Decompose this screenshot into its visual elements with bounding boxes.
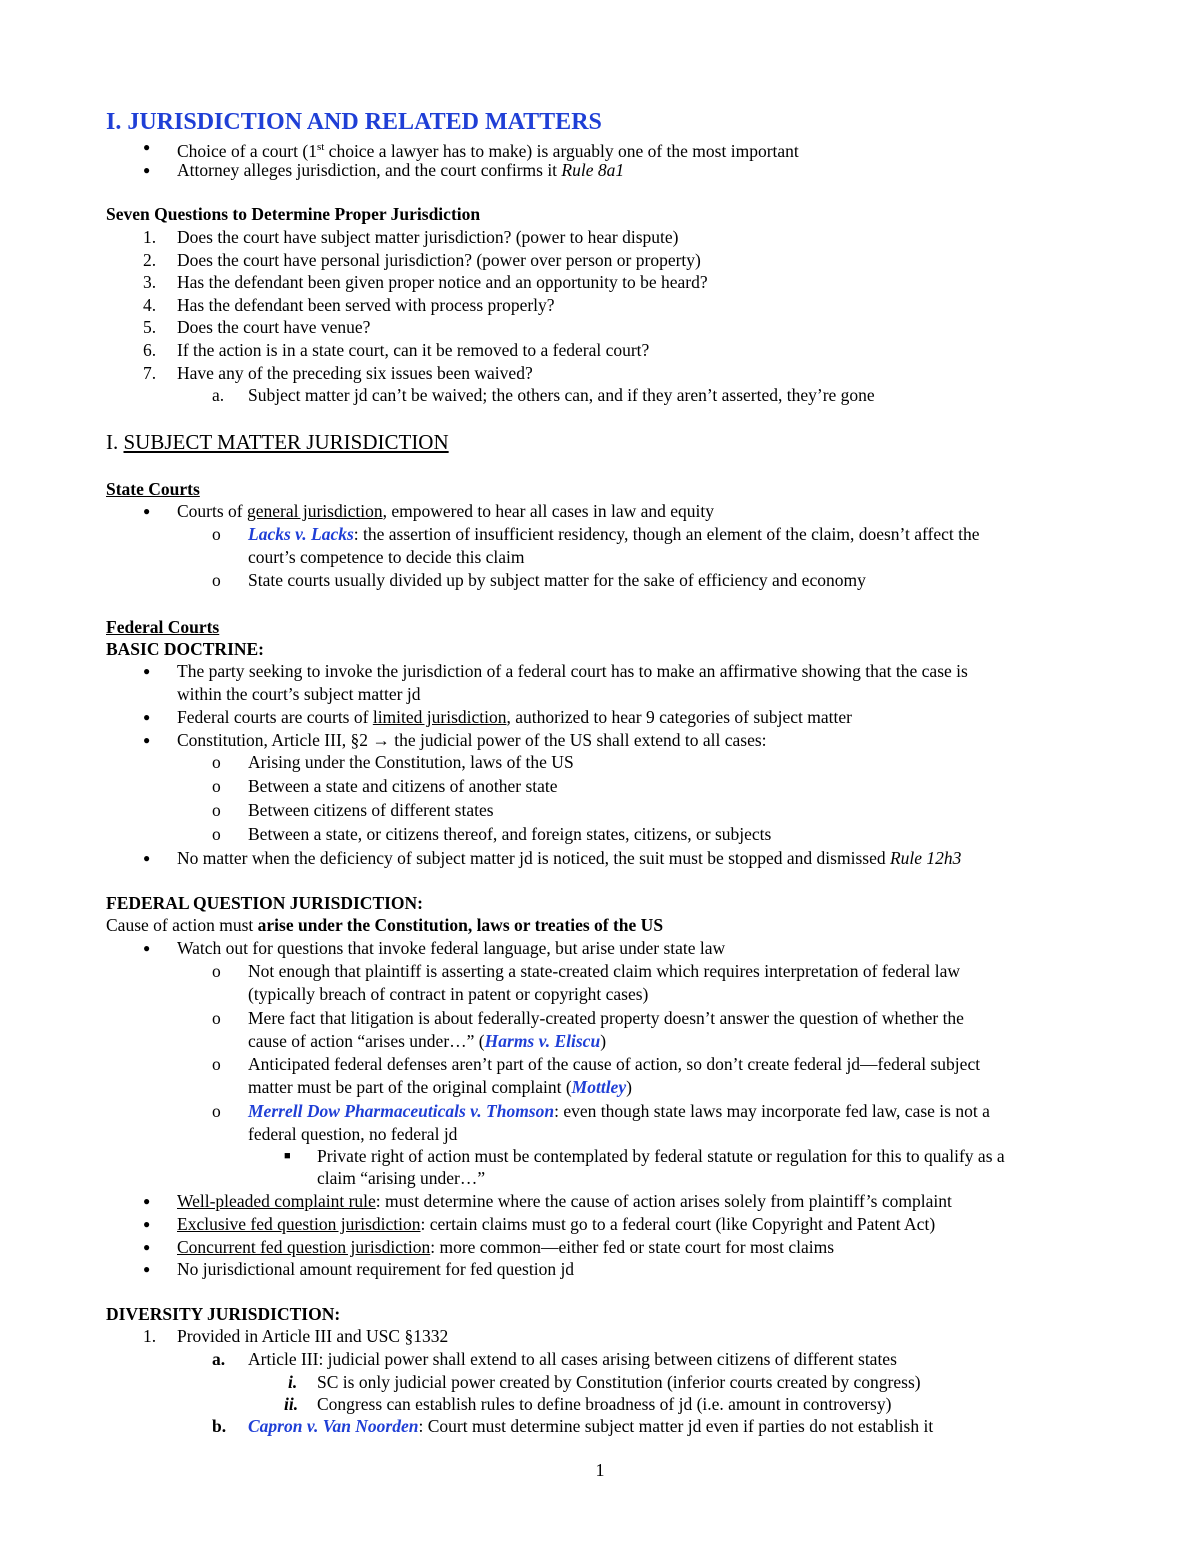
sub-bullet-foreign-states: Between a state, or citizens thereof, and foreign states, citizens, or subjects bbox=[248, 824, 772, 844]
section-title-jurisdiction: I. JURISDICTION AND RELATED MATTERS bbox=[106, 109, 602, 135]
bullet-affirmative-showing-cont: within the court’s subject matter jd bbox=[177, 684, 421, 704]
circle-bullet-icon: o bbox=[212, 776, 221, 796]
bullet-affirmative-showing: The party seeking to invoke the jurisdiction of a federal court has to make an affirmative showing that the case is bbox=[177, 661, 968, 681]
circle-bullet-icon: o bbox=[212, 570, 221, 590]
bullet-icon: ● bbox=[143, 1262, 151, 1276]
diversity-item-a: Article III: judicial power shall extend to all cases arising between citizens of different states bbox=[248, 1349, 897, 1369]
sub-bullet-merrell-dow: Merrell Dow Pharmaceuticals v. Thomson: even though state laws may incorporate fed law, case is not a bbox=[248, 1101, 990, 1121]
bullet-concurrent: Concurrent fed question jurisdiction: more common—either fed or state court for most claims bbox=[177, 1237, 835, 1257]
list-number: 3. bbox=[143, 272, 157, 292]
sub-bullet-anticipated-cont: matter must be part of the original complaint (Mottley) bbox=[248, 1077, 632, 1097]
list-number: 1. bbox=[143, 227, 157, 247]
bullet-icon: ● bbox=[143, 504, 151, 518]
bullet-icon: ● bbox=[143, 1240, 151, 1254]
bullet-watch-out: Watch out for questions that invoke federal language, but arise under state law bbox=[177, 938, 726, 958]
list-roman: ii. bbox=[284, 1394, 299, 1414]
square-bullet-icon: ■ bbox=[284, 1150, 291, 1162]
sub-bullet-mere-fact: Mere fact that litigation is about federally-created property doesn’t answer the question of whether the bbox=[248, 1008, 964, 1028]
sub-bullet-arising-under: Arising under the Constitution, laws of the US bbox=[248, 752, 574, 772]
bullet-exclusive: Exclusive fed question jurisdiction: certain claims must go to a federal court (like Copyright and Patent Act) bbox=[177, 1214, 936, 1234]
sub-bullet-merrell-dow-cont: federal question, no federal jd bbox=[248, 1124, 458, 1144]
bullet-attorney-alleges: Attorney alleges jurisdiction, and the court confirms it Rule 8a1 bbox=[177, 160, 625, 180]
question-item: Has the defendant been given proper notice and an opportunity to be heard? bbox=[177, 272, 708, 292]
question-item: Does the court have subject matter jurisdiction? (power to hear dispute) bbox=[177, 227, 679, 247]
sub-bullet-state-divided: State courts usually divided up by subject matter for the sake of efficiency and economy bbox=[248, 570, 866, 590]
bullet-limited-jurisdiction: Federal courts are courts of limited jurisdiction, authorized to hear 9 categories of subject matter bbox=[177, 707, 852, 727]
sub-bullet-mere-fact-cont: cause of action “arises under…” (Harms v. Eliscu) bbox=[248, 1031, 607, 1051]
section-title-smj: I. SUBJECT MATTER JURISDICTION bbox=[106, 430, 449, 454]
question-item: Has the defendant been served with process properly? bbox=[177, 295, 555, 315]
sub-bullet-not-enough-cont: (typically breach of contract in patent or copyright cases) bbox=[248, 984, 649, 1004]
question-item: Have any of the preceding six issues been waived? bbox=[177, 363, 533, 383]
question-item: Does the court have personal jurisdiction? (power over person or property) bbox=[177, 250, 701, 270]
list-letter: b. bbox=[212, 1416, 227, 1436]
seven-questions-heading: Seven Questions to Determine Proper Jurisdiction bbox=[106, 204, 481, 224]
sub-sub-bullet-private-right: Private right of action must be contemplated by federal statute or regulation for this to qualify as a bbox=[317, 1146, 1005, 1166]
list-letter: a. bbox=[212, 1349, 226, 1369]
bullet-no-amount: No jurisdictional amount requirement for fed question jd bbox=[177, 1259, 575, 1279]
diversity-heading: DIVERSITY JURISDICTION: bbox=[106, 1304, 341, 1324]
list-number: 7. bbox=[143, 363, 157, 383]
question-item: If the action is in a state court, can it be removed to a federal court? bbox=[177, 340, 650, 360]
bullet-article-iii: Constitution, Article III, §2 → the judicial power of the US shall extend to all cases: bbox=[177, 730, 767, 750]
circle-bullet-icon: o bbox=[212, 1054, 221, 1074]
bullet-icon: ● bbox=[143, 664, 151, 678]
sub-item-number: a. bbox=[212, 385, 225, 405]
circle-bullet-icon: o bbox=[212, 800, 221, 820]
bullet-icon: ● bbox=[143, 1217, 151, 1231]
diversity-item-b: Capron v. Van Noorden: Court must determine subject matter jd even if parties do not establish it bbox=[248, 1416, 934, 1436]
circle-bullet-icon: o bbox=[212, 524, 221, 544]
circle-bullet-icon: o bbox=[212, 824, 221, 844]
arrow-right-icon: → bbox=[372, 730, 390, 750]
list-number: 2. bbox=[143, 250, 157, 270]
circle-bullet-icon: o bbox=[212, 752, 221, 772]
bullet-icon: ● bbox=[143, 733, 151, 747]
list-number: 5. bbox=[143, 317, 157, 337]
list-number: 4. bbox=[143, 295, 157, 315]
sub-bullet-not-enough: Not enough that plaintiff is asserting a state-created claim which requires interpretation of federal law bbox=[248, 961, 961, 981]
bullet-icon: ● bbox=[143, 1194, 151, 1208]
federal-courts-heading: Federal Courts bbox=[106, 617, 220, 637]
sub-bullet-lacks: Lacks v. Lacks: the assertion of insufficient residency, though an element of the claim, doesn’t affect the bbox=[248, 524, 980, 544]
diversity-item-i: SC is only judicial power created by Constitution (inferior courts created by congress) bbox=[317, 1372, 921, 1392]
bullet-icon: ● bbox=[143, 163, 151, 177]
sub-bullet-state-citizens: Between a state and citizens of another state bbox=[248, 776, 558, 796]
sub-item-waiver: Subject matter jd can’t be waived; the others can, and if they aren’t asserted, they’re gone bbox=[248, 385, 875, 405]
list-number: 6. bbox=[143, 340, 157, 360]
circle-bullet-icon: o bbox=[212, 1101, 221, 1121]
circle-bullet-icon: o bbox=[212, 961, 221, 981]
circle-bullet-icon: o bbox=[212, 1008, 221, 1028]
state-courts-heading: State Courts bbox=[106, 479, 200, 499]
cause-of-action-line: Cause of action must arise under the Constitution, laws or treaties of the US bbox=[106, 915, 664, 935]
diversity-item-1: Provided in Article III and USC §1332 bbox=[177, 1326, 449, 1346]
bullet-choice-of-court: Choice of a court (1st choice a lawyer has to make) is arguably one of the most important bbox=[177, 140, 799, 161]
federal-question-heading: FEDERAL QUESTION JURISDICTION: bbox=[106, 893, 424, 913]
sub-bullet-different-states: Between citizens of different states bbox=[248, 800, 494, 820]
sub-sub-bullet-private-right-cont: claim “arising under…” bbox=[317, 1168, 486, 1188]
list-number: 1. bbox=[143, 1326, 157, 1346]
bullet-icon: ● bbox=[143, 851, 151, 865]
sub-bullet-anticipated: Anticipated federal defenses aren’t part of the cause of action, so don’t create federal jd—federal subject bbox=[248, 1054, 981, 1074]
bullet-general-jurisdiction: Courts of general jurisdiction, empowered to hear all cases in law and equity bbox=[177, 501, 714, 521]
bullet-deficiency: No matter when the deficiency of subject matter jd is noticed, the suit must be stopped and dismissed Rule 12h3 bbox=[177, 848, 962, 868]
bullet-icon: ● bbox=[143, 710, 151, 724]
bullet-icon: ● bbox=[143, 941, 151, 955]
question-item: Does the court have venue? bbox=[177, 317, 371, 337]
basic-doctrine-heading: BASIC DOCTRINE: bbox=[106, 639, 265, 659]
bullet-well-pleaded: Well-pleaded complaint rule: must determine where the cause of action arises solely from plaintiff’s complaint bbox=[177, 1191, 952, 1211]
page-number: 1 bbox=[595, 1460, 605, 1480]
diversity-item-ii: Congress can establish rules to define broadness of jd (i.e. amount in controversy) bbox=[317, 1394, 892, 1414]
sub-bullet-lacks-cont: court’s competence to decide this claim bbox=[248, 547, 525, 567]
list-roman: i. bbox=[288, 1372, 298, 1392]
bullet-icon: ● bbox=[143, 140, 151, 154]
